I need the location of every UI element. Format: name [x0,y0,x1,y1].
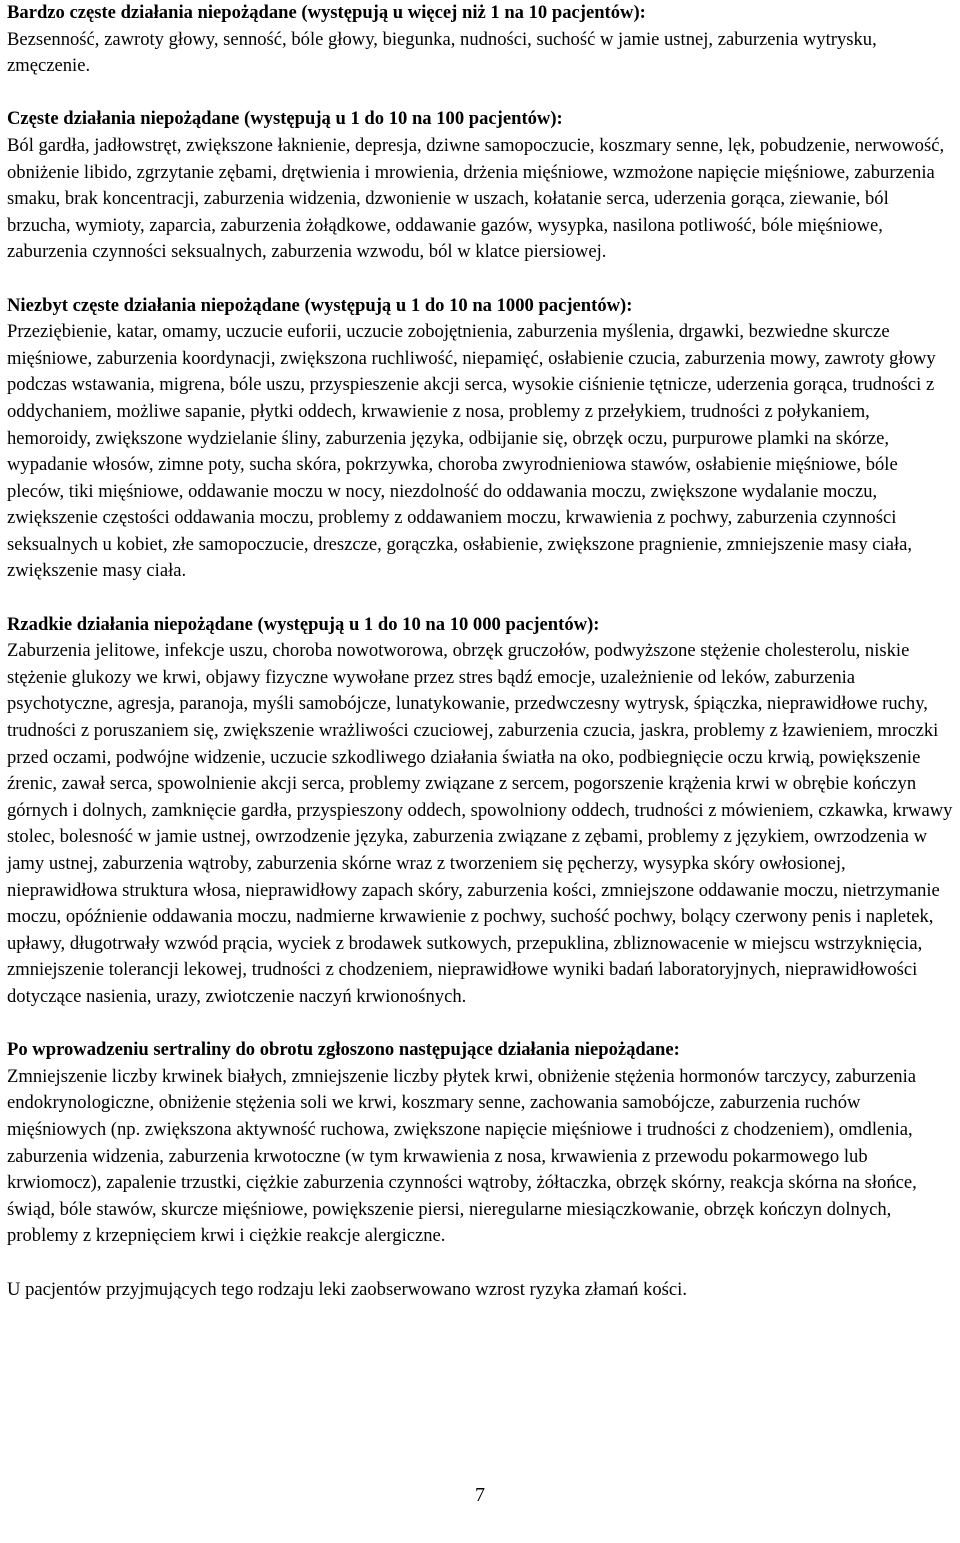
section-body: Zaburzenia jelitowe, infekcje uszu, choroba nowotworowa, obrzęk gruczołów, podwyższone stężenie cholesterolu, niskie stężenie glukozy we krwi, objawy fizyczne wywołane przez stres bądź emocje, uzależnienie od leków, zaburzenia psychotyczne, agresja, paranoja, myśli samobójcze, lunatykowanie, przedwczesny wytrysk, śpiączka, nieprawidłowe ruchy, trudności z poruszaniem się, zwiększenie wrażliwości czuciowej, zaburzenia czucia, jaskra, problemy z łzawieniem, mroczki przed oczami, podwójne widzenie, uczucie szkodliwego działania światła na oko, podbiegnięcie oczu krwią, powiększenie źrenic, zawał serca, spowolnienie akcji serca, problemy związane z sercem, pogorszenie krążenia krwi w obrębie kończyn górnych i dolnych, zamknięcie gardła, przyspieszony oddech, spowolniony oddech, trudności z mówieniem, czkawka, krwawy stolec, bolesność w jamie ustnej, owrzodzenie języka, zaburzenia związane z zębami, problemy z językiem, owrzodzenia w jamy ustnej, zaburzenia wątroby, zaburzenia skórne wraz z tworzeniem się pęcherzy, wysypka skóry owłosionej, nieprawidłowa struktura włosa, nieprawidłowy zapach skóry, zaburzenia kości, zmniejszone oddawanie moczu, nietrzymanie moczu, opóźnienie oddawania moczu, nadmierne krwawienie z pochwy, suchość pochwy, bolący czerwony penis i napletek, upławy, długotrwały wzwód prącia, wyciek z brodawek sutkowych, przepuklina, zbliznowacenie w miejscu wstrzyknięcia, zmniejszenie tolerancji lekowej, trudności z chodzeniem, nieprawidłowe wyniki badań laboratoryjnych, nieprawidłowości dotyczące nasienia, urazy, zwiotczenie naczyń krwionośnych. [7,640,953,1007]
fracture-risk-note: U pacjentów przyjmujących tego rodzaju leki zaobserwowano wzrost ryzyka złamań kości. [7,1278,687,1300]
section-rare [7,612,954,1011]
section-very-common [7,0,954,80]
section-heading: Bardzo częste działania niepożądane (występują u więcej niż 1 na 10 pacjentów): [7,2,646,23]
section-uncommon [7,293,954,586]
section-body: Bezsenność, zawroty głowy, senność, bóle głowy, biegunka, nudności, suchość w jamie ustnej, zaburzenia wytrysku, zmęczenie. [7,28,877,77]
section-body: Ból gardła, jadłowstręt, zwiększone łaknienie, depresja, dziwne samopoczucie, koszmary senne, lęk, pobudzenie, nerwowość, obniżenie libido, zgrzytanie zębami, drętwienia i mrowienia, drżenia mięśniowe, wzmożone napięcie mięśniowe, zaburzenia smaku, brak koncentracji, zaburzenia widzenia, dzwonienie w uszach, kołatanie serca, uderzenia gorąca, ziewanie, ból brzucha, wymioty, zaparcia, zaburzenia żołądkowe, oddawanie gazów, wysypka, nasilona potliwość, bóle mięśniowe, zaburzenia czynności seksualnych, zaburzenia wzwodu, ból w klatce piersiowej. [7,134,945,263]
section-body: Przeziębienie, katar, omamy, uczucie euforii, uczucie zobojętnienia, zaburzenia myślenia, drgawki, bezwiedne skurcze mięśniowe, zaburzenia koordynacji, zwiększona ruchliwość, niepamięć, osłabienie czucia, zaburzenia mowy, zawroty głowy podczas wstawania, migrena, bóle uszu, przyspieszenie akcji serca, wysokie ciśnienie tętnicze, uderzenia gorąca, trudności z oddychaniem, możliwe sapanie, płytki oddech, krwawienie z nosa, problemy z przełykiem, trudności z połykaniem, hemoroidy, zwiększone wydzielanie śliny, zaburzenia języka, odbijanie się, obrzęk oczu, purpurowe plamki na skórze, wypadanie włosów, zimne poty, sucha skóra, pokrzywka, choroba zwyrodnieniowa stawów, osłabienie mięśniowe, bóle pleców, tiki mięśniowe, oddawanie moczu w nocy, niezdolność do oddawania moczu, zwiększone wydalanie moczu, zwiększenie częstości oddawania moczu, problemy z oddawaniem moczu, krwawienia z pochwy, zaburzenia czynności seksualnych u kobiet, złe samopoczucie, dreszcze, gorączka, osłabienie, zwiększone pragnienie, zmniejszenie masy ciała, zwiększenie masy ciała. [7,321,936,582]
section-common [7,106,954,266]
section-heading: Niezbyt częste działania niepożądane (występują u 1 do 10 na 1000 pacjentów): [7,294,633,316]
section-heading: Po wprowadzeniu sertraliny do obrotu zgłoszono następujące działania niepożądane: [7,1039,680,1061]
section-post-marketing [7,1037,954,1250]
page-number: 7 [475,1484,485,1506]
section-heading: Częste działania niepożądane (występują u 1 do 10 na 100 pacjentów): [7,108,563,130]
section-heading: Rzadkie działania niepożądane (występują u 1 do 10 na 10 000 pacjentów): [7,613,600,635]
section-body: Zmniejszenie liczby krwinek białych, zmniejszenie liczby płytek krwi, obniżenie stężenia hormonów tarczycy, zaburzenia endokrynologiczne, obniżenie stężenia soli we krwi, koszmary senne, zachowania samobójcze, zaburzenia ruchów mięśniowych (np. zwiększona aktywność ruchowa, zwiększone napięcie mięśniowe i trudności z chodzeniem), omdlenia, zaburzenia widzenia, zaburzenia krwotoczne (w tym krwawienia z nosa, krwawienia z przewodu pokarmowego lub krwiomocz), zapalenie trzustki, ciężkie zaburzenia czynności wątroby, żółtaczka, obrzęk skórny, reakcja skórna na słońce, świąd, bóle stawów, skurcze mięśniowe, powiększenie piersi, nieregularne miesiączkowanie, obrzęk kończyn dolnych, problemy z krzepnięciem krwi i ciężkie reakcje alergiczne. [7,1065,917,1247]
